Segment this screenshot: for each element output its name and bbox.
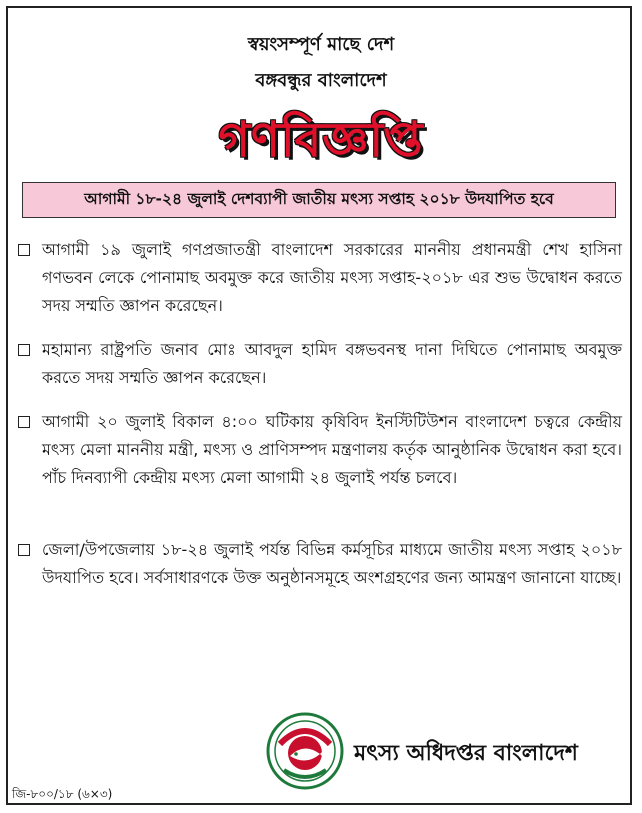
- notice-item: [18, 336, 624, 392]
- slogan-line-1: স্বয়ংসম্পূর্ণ মাছে দেশ: [247, 34, 395, 55]
- notice-item: [18, 408, 624, 492]
- notice-item-text: আগামী ২০ জুলাই বিকাল ৪:০০ ঘটিকায় কৃষিবিদ ইনস্টিটিউশন বাংলাদেশ চত্বরে কেন্দ্রীয় মৎস্য মেলা মাননীয় মন্ত্রী, মৎস্য ও প্রাণিসম্পদ মন্ত্রণালয় কর্তৃক আনুষ্ঠানিক উদ্বোধন করা হবে। পাঁচ দিনব্যাপী কেন্দ্রীয় মৎস্য মেলা আগামী ২৪ জুলাই পর্যন্ত চলবে।: [42, 412, 622, 487]
- notice-title: গণবিজ্ঞপ্তি: [218, 112, 424, 168]
- checkbox-icon: [18, 544, 30, 556]
- headline-banner: [22, 182, 616, 218]
- headline-text: আগামী ১৮-২৪ জুলাই দেশব্যাপী জাতীয় মৎস্য সপ্তাহ ২০১৮ উদযাপিত হবে: [84, 190, 554, 208]
- department-name: মৎস্য অধিদপ্তর বাংলাদেশ: [354, 741, 578, 766]
- reference-code: জি-৮০০/১৮ (৬×৩): [12, 787, 113, 801]
- checkbox-icon: [18, 244, 30, 256]
- notice-item: [18, 536, 624, 592]
- checkbox-icon: [18, 344, 30, 356]
- notice-item-text: আগামী ১৯ জুলাই গণপ্রজাতন্ত্রী বাংলাদেশ সরকারের মাননীয় প্রধানমন্ত্রী শেখ হাসিনা গণভবন লেকে পোনামাছ অবমুক্ত করে জাতীয় মৎস্য সপ্তাহ-২০১৮ এর শুভ উদ্বোধন করতে সদয় সম্মতি জ্ঞাপন করেছেন।: [42, 240, 622, 315]
- notice-item-text: মহামান্য রাষ্ট্রপতি জনাব মোঃ আবদুল হামিদ বঙ্গভবনস্থ দানা দিঘিতে পোনামাছ অবমুক্ত করতে সদয় সম্মতি জ্ঞাপন করেছেন।: [42, 340, 622, 387]
- notice-item-text: জেলা/উপজেলায় ১৮-২৪ জুলাই পর্যন্ত বিভিন্ন কর্মসূচির মাধ্যমে জাতীয় মৎস্য সপ্তাহ ২০১৮ উদযাপিত হবে। সর্বসাধারণকে উক্ত অনুষ্ঠানসমূহে অংশগ্রহণের জন্য আমন্ত্রণ জানানো যাচ্ছে।: [42, 540, 622, 587]
- department-logo: [266, 712, 344, 790]
- notice-item: [18, 236, 624, 320]
- checkbox-icon: [18, 416, 30, 428]
- slogan-line-2: বঙ্গবন্ধুর বাংলাদেশ: [255, 70, 387, 91]
